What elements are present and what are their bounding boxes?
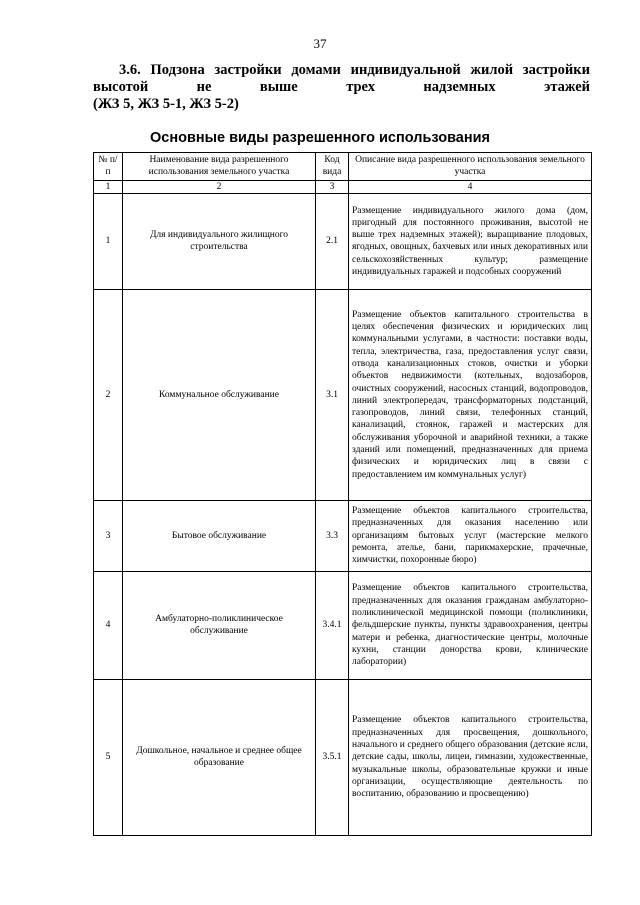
index-cell: 3: [316, 180, 349, 193]
table-row: [94, 289, 592, 500]
row-use-name: Амбулаторно-поликлиническое обслуживание: [123, 571, 316, 679]
row-use-name: Коммунальное обслуживание: [123, 289, 316, 500]
table-row: [94, 679, 592, 835]
zone-heading-line-1: 3.6. Подзона застройки домами индивидуальной жилой застройки: [119, 62, 590, 78]
row-use-name: Для индивидуального жилищного строительства: [123, 193, 316, 289]
row-code: 2.1: [316, 193, 349, 289]
header-description: Описание вида разрешенного использования земельного участка: [349, 153, 592, 181]
row-number: 4: [94, 571, 123, 679]
index-cell: 4: [349, 180, 592, 193]
row-use-name: Бытовое обслуживание: [123, 500, 316, 571]
page-number: 37: [313, 36, 327, 51]
zone-heading-line-3: (ЖЗ 5, ЖЗ 5-1, ЖЗ 5-2): [93, 96, 239, 112]
row-code: 3.5.1: [316, 679, 349, 835]
row-description: Размещение объектов капитального строительства, предназначенных для просвещения, дошкольного, начального и среднего общего образования (детские ясли, детские сады, школы, лицеи, гимназии, художественные, музыкальные школы, образовательные кружки и иные организации, осуществляющие деятельность по воспитанию, образованию и просвещению): [349, 679, 592, 835]
header-number: № п/п: [94, 153, 123, 181]
row-description: Размещение объектов капитального строительства, предназначенных для оказания гражданам амбулаторно-поликлинической медицинской помощи (поликлиники, фельдшерские пункты, пункты здравоохранения, центры матери и ребенка, диагностические центры, молочные кухни, станции донорства крови, клинические лаборатории): [349, 571, 592, 679]
row-number: 5: [94, 679, 123, 835]
table-row: [94, 571, 592, 679]
header-code: Код вида: [316, 153, 349, 181]
row-number: 2: [94, 289, 123, 500]
zone-heading: [93, 62, 590, 113]
index-cell: 1: [94, 180, 123, 193]
row-number: 1: [94, 193, 123, 289]
row-number: 3: [94, 500, 123, 571]
table-row: [94, 193, 592, 289]
row-description: Размещение индивидуального жилого дома (дом, пригодный для постоянного проживания, высотой не выше трех надземных этажей); выращивание плодовых, ягодных, овощных, бахчевых или иных декоративных или сельскохозяйственных культур; размещение индивидуальных гаражей и подсобных сооружений: [349, 193, 592, 289]
row-description: Размещение объектов капитального строительства, предназначенных для оказания населению или организациям бытовых услуг (мастерские мелкого ремонта, ателье, бани, парикмахерские, прачечные, химчистки, похоронные бюро): [349, 500, 592, 571]
table-index-row: [94, 180, 592, 193]
row-code: 3.1: [316, 289, 349, 500]
section-title: Основные виды разрешенного использования: [149, 130, 490, 146]
table-header-row: [94, 153, 592, 181]
index-cell: 2: [123, 180, 316, 193]
zone-heading-line-2: высотой не выше трех надземных этажей: [93, 79, 590, 95]
row-code: 3.3: [316, 500, 349, 571]
row-code: 3.4.1: [316, 571, 349, 679]
header-use-name: Наименование вида разрешенного использования земельного участка: [123, 153, 316, 181]
row-description: Размещение объектов капитального строительства в целях обеспечения физических и юридических лиц коммунальными услугами, в частности: поставки воды, тепла, электричества, газа, предоставления услуг связи, отвода канализационных стоков, очистки и уборки объектов недвижимости (котельных, водозаборов, очистных сооружений, насосных станций, водопроводов, линий электропередач, трансформаторных подстанций, газопроводов, линий связи, телефонных станций, канализаций, стоянок, гаражей и мастерских для обслуживания уборочной и аварийной техники, а также зданий или помещений, предназначенных для приема физических и юридических лиц в связи с предоставлением им коммунальных услуг): [349, 289, 592, 500]
row-use-name: Дошкольное, начальное и среднее общее образование: [123, 679, 316, 835]
permitted-uses-table: [93, 152, 592, 836]
table-row: [94, 500, 592, 571]
